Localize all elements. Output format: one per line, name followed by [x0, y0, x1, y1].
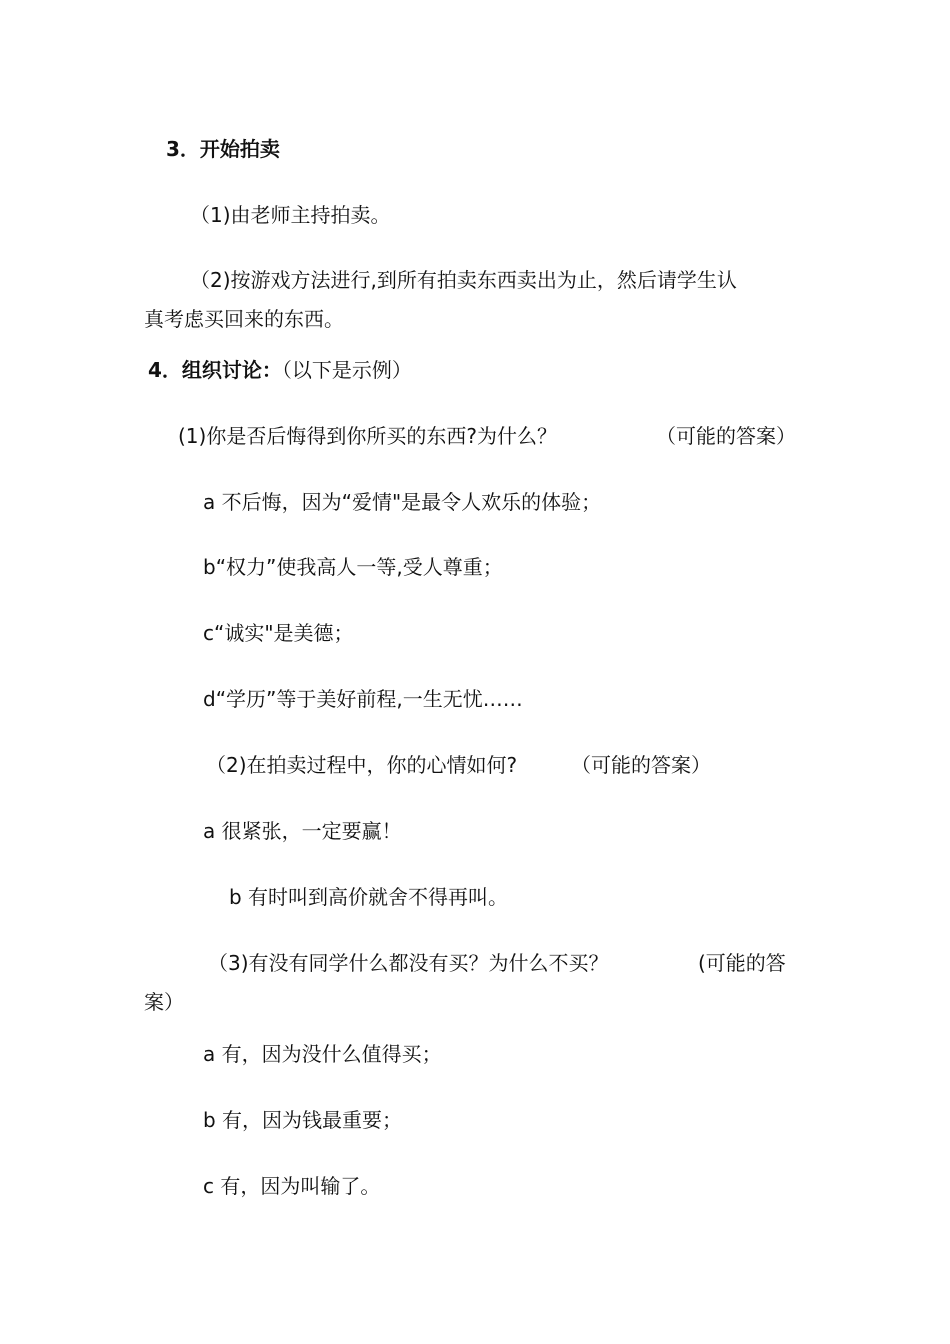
question-1-hint: （可能的答案）	[656, 424, 796, 448]
question-3-hint-line-1: (可能的答	[698, 951, 786, 975]
question-1: (1)你是否后悔得到你所买的东西?为什么？	[178, 424, 557, 448]
question-2-hint: （可能的答案）	[571, 753, 711, 777]
question-3: （3)有没有同学什么都没有买？为什么不买？	[208, 951, 609, 975]
question-3-answer-b: b 有，因为钱最重要；	[203, 1108, 403, 1132]
section-4-heading-row	[148, 354, 412, 386]
section-4-heading-note: （以下是示例）	[281, 358, 412, 382]
question-2: （2)在拍卖过程中，你的心情如何?	[206, 753, 518, 777]
question-1-answer-b: b“权力”使我高人一等,受人尊重；	[203, 555, 503, 579]
question-2-answer-a: a 很紧张，一定要赢！	[203, 819, 402, 843]
section-3-heading: 3．开始拍卖	[166, 137, 280, 161]
question-3-hint-line-2: 案）	[144, 990, 184, 1014]
question-3-answer-c: c 有，因为叫输了。	[203, 1174, 381, 1198]
question-2-answer-b: b 有时叫到高价就舍不得再叫。	[229, 885, 509, 909]
question-1-answer-c: c“诚实"是美德；	[203, 621, 354, 645]
question-1-answer-d: d“学历”等于美好前程,一生无忧……	[203, 687, 523, 711]
question-3-answer-a: a 有，因为没什么值得买；	[203, 1042, 442, 1066]
section-3-item-1: （1)由老师主持拍卖。	[190, 203, 391, 227]
section-4-heading: 4．组织讨论：	[148, 358, 282, 382]
question-1-answer-a: a 不后悔，因为“爱情"是最令人欢乐的体验；	[203, 490, 602, 514]
section-3-item-2-line-1: （2)按游戏方法进行,到所有拍卖东西卖出为止，然后请学生认	[190, 268, 737, 292]
section-3-item-2-line-2: 真考虑买回来的东西。	[144, 307, 344, 331]
